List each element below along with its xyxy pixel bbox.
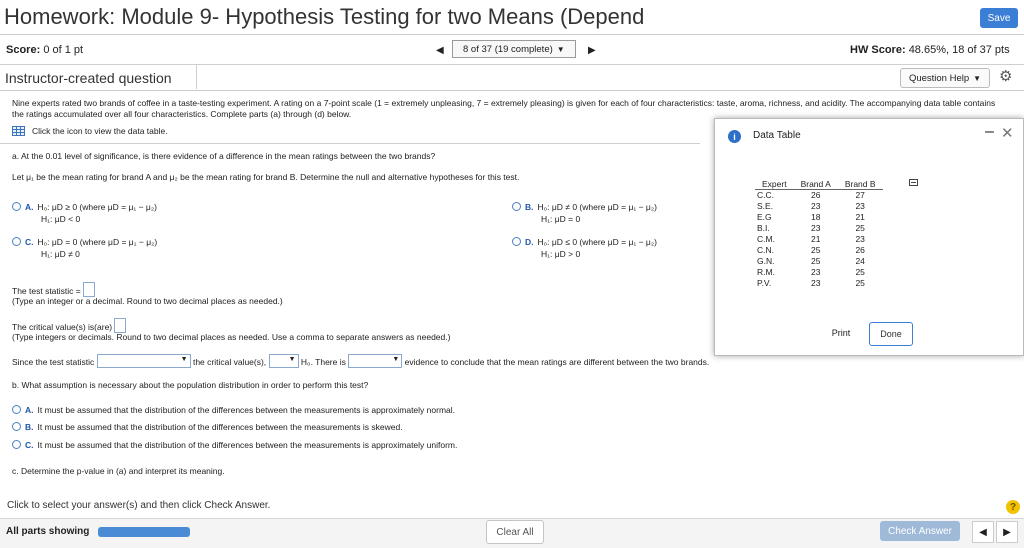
option-letter: C. xyxy=(25,440,34,450)
part-b-option-c[interactable] xyxy=(12,439,457,451)
table-cell: 26 xyxy=(855,245,865,255)
minimize-icon[interactable]: – xyxy=(985,123,994,140)
table-cell: 23 xyxy=(810,201,821,211)
hw-score-label: HW Score: xyxy=(850,44,906,56)
critical-value-label: The critical value(s) is(are) xyxy=(12,322,113,332)
table-row xyxy=(755,201,883,212)
since-text-3: H₀. There is xyxy=(300,357,346,367)
all-parts-label: All parts showing xyxy=(6,526,90,537)
data-table-hint: Click the icon to view the data table. xyxy=(32,126,168,136)
hw-score-value: 48.65%, 18 of 37 pts xyxy=(908,44,1010,56)
option-h1: H₁: μD < 0 xyxy=(41,214,81,224)
table-cell: C.M. xyxy=(757,234,775,244)
table-cell: R.M. xyxy=(757,267,775,277)
option-letter: D. xyxy=(525,237,534,247)
radio-button[interactable] xyxy=(12,237,21,246)
table-cell: 25 xyxy=(855,223,865,233)
score xyxy=(6,44,83,56)
table-cell: C.C. xyxy=(757,190,774,200)
part-b-option-b[interactable] xyxy=(12,421,403,433)
option-h0: H₀: μD ≠ 0 (where μD = μ₁ − μ₂) xyxy=(537,202,657,212)
score-value: 0 of 1 pt xyxy=(43,44,84,56)
question-help-label: Question Help xyxy=(908,72,970,84)
option-h0: H₀: μD = 0 (where μD = μ₁ − μ₂) xyxy=(37,237,158,247)
progress-fill xyxy=(98,527,190,537)
question-intro: Nine experts rated two brands of coffee in a taste-testing experiment. A rating on a 7-point scale (1 = extremely unpleasing, 7 = extremely pleasing) is given for each of four characteristics: taste, aroma, richness, and acidity. The accompanying data table contains the ratings accumulated over all four characteristics. Complete parts (a) through (d) below. xyxy=(12,98,996,119)
table-cell: G.N. xyxy=(757,256,775,266)
table-row xyxy=(755,278,883,289)
table-cell: 25 xyxy=(855,278,865,288)
option-letter: A. xyxy=(25,405,34,415)
option-text: It must be assumed that the distribution of the differences between the measurements is approximately normal. xyxy=(37,405,456,415)
table-cell: S.E. xyxy=(757,201,774,211)
close-icon[interactable]: ✕ xyxy=(1001,125,1014,142)
chevron-down-icon: ▼ xyxy=(973,73,982,83)
part-b-option-a[interactable] xyxy=(12,404,455,416)
next-icon[interactable]: ▶ xyxy=(996,521,1018,543)
radio-button[interactable] xyxy=(12,405,21,414)
table-row xyxy=(755,234,883,245)
table-row xyxy=(755,190,883,202)
help-icon[interactable]: ? xyxy=(1006,500,1020,514)
table-cell: 23 xyxy=(855,201,865,211)
table-cell: 23 xyxy=(810,278,821,288)
table-cell: P.V. xyxy=(757,278,772,288)
save-button[interactable]: Save xyxy=(980,8,1018,28)
parts-progress-bar xyxy=(98,527,190,537)
question-navigator[interactable] xyxy=(452,40,576,58)
gear-icon[interactable]: ⚙ xyxy=(999,68,1013,85)
chevron-down-icon: ▼ xyxy=(180,356,188,363)
table-row xyxy=(755,212,883,223)
option-h1: H₁: μD = 0 xyxy=(541,214,581,224)
evidence-select[interactable] xyxy=(348,354,402,368)
hw-score xyxy=(850,44,1010,56)
radio-button[interactable] xyxy=(12,440,21,449)
option-letter: B. xyxy=(525,202,534,212)
check-answer-button[interactable]: Check Answer xyxy=(880,521,960,541)
table-cell: 25 xyxy=(810,245,821,255)
radio-button[interactable] xyxy=(512,237,521,246)
column-header: Brand B xyxy=(838,179,883,190)
part-b-question: b. What assumption is necessary about the population distribution in order to perform this test? xyxy=(12,380,369,390)
table-cell: 25 xyxy=(810,256,821,266)
radio-button[interactable] xyxy=(12,202,21,211)
option-h1: H₁: μD > 0 xyxy=(541,249,581,259)
table-cell: 26 xyxy=(810,190,821,200)
let-statement: Let μ₁ be the mean rating for brand A and μ₂ be the mean rating for brand B. Determine the null and alternative hypotheses for this test. xyxy=(12,172,520,182)
since-text-1: Since the test statistic xyxy=(12,357,95,367)
decision-select[interactable] xyxy=(269,354,299,368)
option-letter: B. xyxy=(25,422,34,432)
option-h0: H₀: μD ≤ 0 (where μD = μ₁ − μ₂) xyxy=(537,237,657,247)
table-cell: 23 xyxy=(810,223,821,233)
since-text-4: evidence to conclude that the mean ratings are different between the two brands. xyxy=(404,357,710,367)
table-row xyxy=(755,267,883,278)
column-header: Expert xyxy=(755,179,794,190)
intro-divider xyxy=(0,143,700,144)
footer-hint: Click to select your answer(s) and then click Check Answer. xyxy=(7,500,271,511)
table-cell: B.I. xyxy=(757,223,770,233)
table-cell: 21 xyxy=(855,212,865,222)
score-label: Score: xyxy=(6,44,41,56)
table-cell: 25 xyxy=(855,267,865,277)
chevron-down-icon: ▼ xyxy=(556,44,565,54)
column-header: Brand A xyxy=(794,179,838,190)
dialog-title: Data Table xyxy=(753,130,801,141)
critical-value-input[interactable] xyxy=(114,318,126,333)
table-cell: 27 xyxy=(855,190,865,200)
option-b[interactable] xyxy=(512,201,657,225)
option-letter: A. xyxy=(25,202,34,212)
question-help-button[interactable] xyxy=(900,68,990,88)
page-title: Homework: Module 9- Hypothesis Testing for two Means (Depend xyxy=(4,4,645,29)
table-cell: 18 xyxy=(810,212,821,222)
option-text: It must be assumed that the distribution of the differences between the measurements is approximately uniform. xyxy=(37,440,458,450)
table-row xyxy=(755,223,883,234)
table-cell: 21 xyxy=(810,234,821,244)
done-button[interactable]: Done xyxy=(869,322,913,346)
data-table xyxy=(755,179,883,289)
part-c-question: c. Determine the p-value in (a) and interpret its meaning. xyxy=(12,466,225,476)
question-position: 8 of 37 (19 complete) xyxy=(463,43,553,55)
print-button[interactable]: Print xyxy=(831,328,851,338)
option-letter: C. xyxy=(25,237,34,247)
test-statistic-input[interactable] xyxy=(83,282,95,297)
table-header-row xyxy=(755,179,883,190)
critical-value-row xyxy=(12,318,126,333)
comparison-select[interactable] xyxy=(97,354,191,368)
test-statistic-row xyxy=(12,282,95,297)
test-statistic-label: The test statistic = xyxy=(12,286,81,296)
table-cell: 23 xyxy=(855,234,865,244)
previous-icon[interactable]: ◀ xyxy=(972,521,994,543)
critical-value-hint: (Type integers or decimals. Round to two decimal places as needed. Use a comma to separate answers as needed.) xyxy=(12,332,451,342)
instructor-separator xyxy=(196,65,197,89)
clear-all-button[interactable]: Clear All xyxy=(486,520,544,544)
radio-button[interactable] xyxy=(512,202,521,211)
header-divider xyxy=(0,34,1024,35)
table-cell: E.G xyxy=(757,212,772,222)
part-a-question: a. At the 0.01 level of significance, is there evidence of a difference in the mean ratings between the two brands? xyxy=(12,151,436,161)
table-row xyxy=(755,256,883,267)
option-text: It must be assumed that the distribution of the differences between the measurements is skewed. xyxy=(37,422,403,432)
option-d[interactable] xyxy=(512,236,657,260)
since-text-2: the critical value(s), xyxy=(192,357,267,367)
option-a[interactable] xyxy=(12,201,157,225)
table-cell: 23 xyxy=(810,267,821,277)
option-c[interactable] xyxy=(12,236,157,260)
chevron-down-icon: ▼ xyxy=(392,356,400,363)
scorebar-divider xyxy=(0,64,1024,65)
copy-icon[interactable] xyxy=(909,179,919,187)
table-cell: 24 xyxy=(855,256,865,266)
table-cell: C.N. xyxy=(757,245,774,255)
next-question-icon[interactable]: ▶ xyxy=(588,45,596,56)
previous-question-icon[interactable]: ◀ xyxy=(436,45,444,56)
conclusion-row xyxy=(12,354,709,368)
radio-button[interactable] xyxy=(12,422,21,431)
data-table-dialog xyxy=(714,118,1024,356)
option-h1: H₁: μD ≠ 0 xyxy=(41,249,80,259)
option-h0: H₀: μD ≥ 0 (where μD = μ₁ − μ₂) xyxy=(37,202,157,212)
data-table-icon[interactable] xyxy=(12,126,25,136)
info-icon: i xyxy=(728,130,741,143)
test-statistic-hint: (Type an integer or a decimal. Round to two decimal places as needed.) xyxy=(12,296,283,306)
chevron-down-icon: ▼ xyxy=(288,356,296,363)
table-row xyxy=(755,245,883,256)
question-divider xyxy=(0,90,1024,91)
instructor-question-label: Instructor-created question xyxy=(5,70,172,86)
